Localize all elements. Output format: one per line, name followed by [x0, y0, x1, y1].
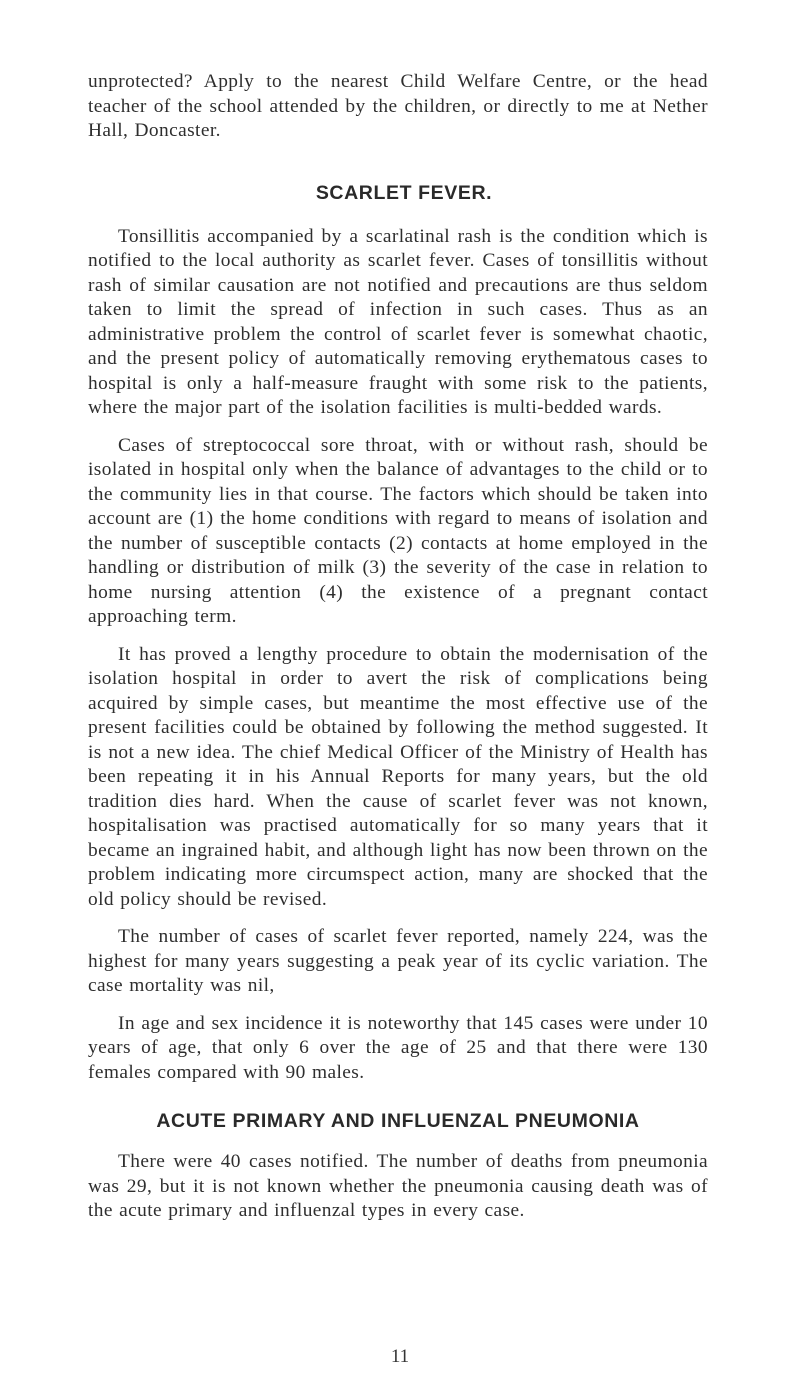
scarlet-paragraph-4: The number of cases of scarlet fever reported, namely 224, was the highest for many years suggesting a peak year of its cyclic variation. The case mortality was nil, [88, 926, 708, 996]
pneumonia-paragraph: There were 40 cases notified. The number of deaths from pneumonia was 29, but it is not known whether the pneumonia causing death was of the acute primary and influenzal types in every case. [88, 1151, 708, 1221]
pneumonia-heading: ACUTE PRIMARY AND INFLUENZAL PNEUMONIA [156, 1110, 640, 1132]
scarlet-paragraph-1: Tonsillitis accompanied by a scarlatinal rash is the condition which is notified to the local authority as scarlet fever. Cases of tonsillitis without rash of similar causation are not notified and precautions are thus seldom taken to limit the spread of infection in such cases. Thus as an administrative problem the control of scarlet fever is somewhat chaotic, and the present policy of automatically removing erythematous cases to hospital is only a half-measure fraught with some risk to the patients, where the major part of the isolation facilities is multi-bedded wards. [88, 225, 708, 418]
intro-paragraph: unprotected? Apply to the nearest Child Welfare Centre, or the head teacher of the school attended by the children, or directly to me at Nether Hall, Doncaster. [88, 71, 708, 141]
page-number: 11 [390, 1346, 410, 1367]
scarlet-paragraph-2: Cases of streptococcal sore throat, with or without rash, should be isolated in hospital only when the balance of advantages to the child or to the community lies in that course. The factors which should be taken into account are (1) the home conditions with regard to means of isolation and the number of susceptible contacts (2) contacts at home employed in the handling or distribution of milk (3) the severity of the case in relation to home nursing attention (4) the existence of a pregnant contact approaching term. [88, 434, 708, 627]
document-page [88, 70, 708, 1224]
scarlet-fever-heading: SCARLET FEVER. [315, 181, 493, 204]
scarlet-paragraph-5: In age and sex incidence it is noteworthy that 145 cases were under 10 years of age, that only 6 over the age of 25 and that there were 130 females compared with 90 males. [88, 1012, 708, 1083]
scarlet-paragraph-3: It has proved a lengthy procedure to obtain the modernisation of the isolation hospital in order to avert the risk of complications being acquired by simple cases, but meantime the most effective use of the present facilities could be obtained by following the method suggested. It is not a new idea. The chief Medical Officer of the Ministry of Health has been repeating it in his Annual Reports for many years, but the old tradition dies hard. When the cause of scarlet fever was not known, hospitalisation was practised automatically for so many years that it became an ingrained habit, and although light has now been thrown on the problem indicating more circumspect action, many are shocked that the old policy should be revised. [88, 643, 708, 910]
